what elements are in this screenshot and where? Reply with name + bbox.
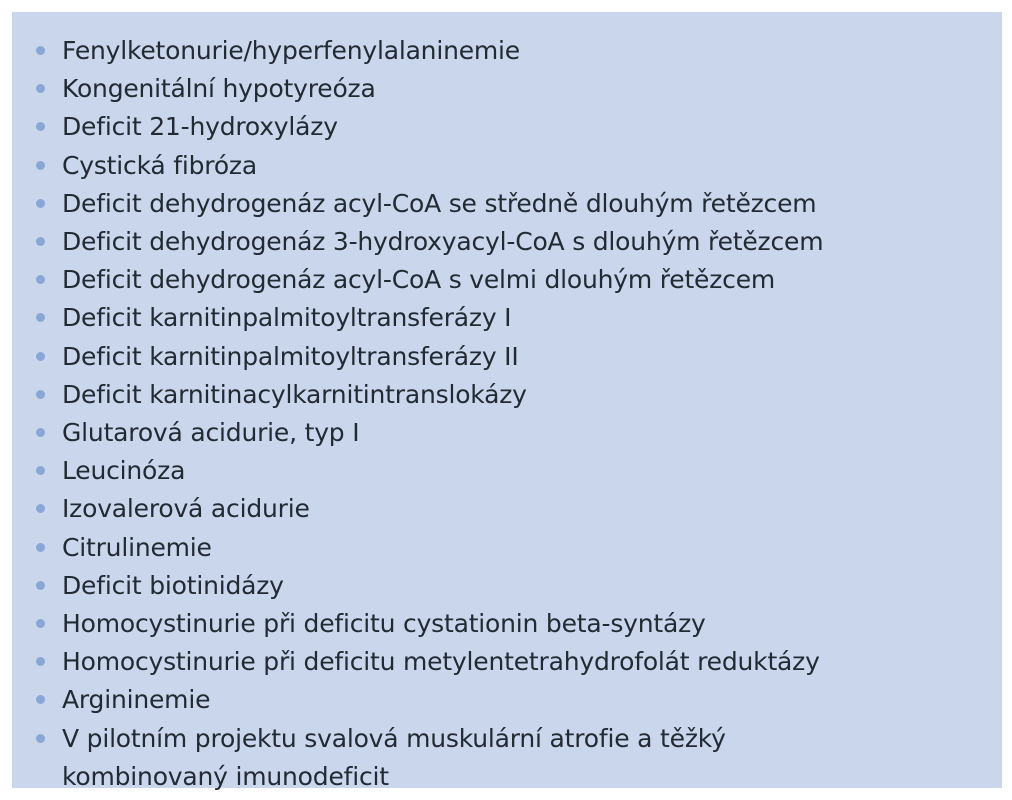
list-item: [34, 720, 882, 796]
bullet-icon: [36, 237, 45, 246]
list-item-label: Izovalerová acidurie: [62, 494, 310, 524]
list-item-label: Deficit 21-hydroxylázy: [62, 112, 338, 142]
disease-list: [34, 32, 982, 796]
list-item: [34, 261, 982, 299]
list-item: [34, 376, 982, 414]
list-item-label: Deficit dehydrogenáz acyl-CoA se středně dlouhým řetězcem: [62, 188, 817, 218]
bullet-icon: [36, 84, 45, 93]
disease-list-panel: [12, 12, 1002, 791]
list-item-label: Glutarová acidurie, typ I: [62, 418, 360, 448]
bullet-icon: [36, 428, 45, 437]
list-item-label: Deficit karnitinacylkarnitintranslokázy: [62, 379, 527, 409]
bullet-icon: [36, 543, 45, 552]
list-item: [34, 681, 982, 719]
list-item-label: Deficit karnitinpalmitoyltransferázy II: [62, 341, 519, 371]
bullet-icon: [36, 46, 45, 55]
list-item-label: V pilotním projektu svalová muskulární atrofie a těžký kombinovaný imunodeficit: [62, 723, 726, 791]
list-item: [34, 643, 982, 681]
bullet-icon: [36, 122, 45, 131]
list-item: [34, 414, 982, 452]
list-item-label: Citrulinemie: [62, 532, 212, 562]
list-item-label: Leucinóza: [62, 456, 186, 486]
list-item: [34, 147, 982, 185]
bullet-icon: [36, 504, 45, 513]
bullet-icon: [36, 581, 45, 590]
bullet-icon: [36, 466, 45, 475]
list-item: [34, 490, 982, 528]
list-item: [34, 605, 982, 643]
list-item-label: Kongenitální hypotyreóza: [62, 74, 376, 104]
bullet-icon: [36, 199, 45, 208]
bullet-icon: [36, 161, 45, 170]
bullet-icon: [36, 352, 45, 361]
list-item-label: Argininemie: [62, 685, 211, 715]
bullet-icon: [36, 275, 45, 284]
list-item-label: Deficit dehydrogenáz 3-hydroxyacyl-CoA s dlouhým řetězcem: [62, 227, 824, 257]
list-item-label: Cystická fibróza: [62, 150, 257, 180]
bullet-icon: [36, 390, 45, 399]
bullet-icon: [36, 695, 45, 704]
list-item: [34, 299, 982, 337]
list-item-label: Deficit biotinidázy: [62, 570, 284, 600]
list-item-label: Homocystinurie při deficitu cystationin beta-syntázy: [62, 609, 706, 639]
list-item-label: Homocystinurie při deficitu metylentetrahydrofolát reduktázy: [62, 647, 820, 677]
list-item: [34, 223, 982, 261]
bullet-icon: [36, 619, 45, 628]
list-item: [34, 338, 982, 376]
list-item-label: Deficit dehydrogenáz acyl-CoA s velmi dlouhým řetězcem: [62, 265, 776, 295]
list-item: [34, 452, 982, 490]
list-item: [34, 567, 982, 605]
list-item: [34, 529, 982, 567]
list-item-label: Fenylketonurie/hyperfenylalaninemie: [62, 36, 520, 65]
list-item: [34, 32, 982, 70]
list-item: [34, 108, 982, 146]
bullet-icon: [36, 313, 45, 322]
list-item-label: Deficit karnitinpalmitoyltransferázy I: [62, 303, 512, 333]
list-item: [34, 185, 982, 223]
list-item: [34, 70, 982, 108]
bullet-icon: [36, 734, 45, 743]
bullet-icon: [36, 657, 45, 666]
